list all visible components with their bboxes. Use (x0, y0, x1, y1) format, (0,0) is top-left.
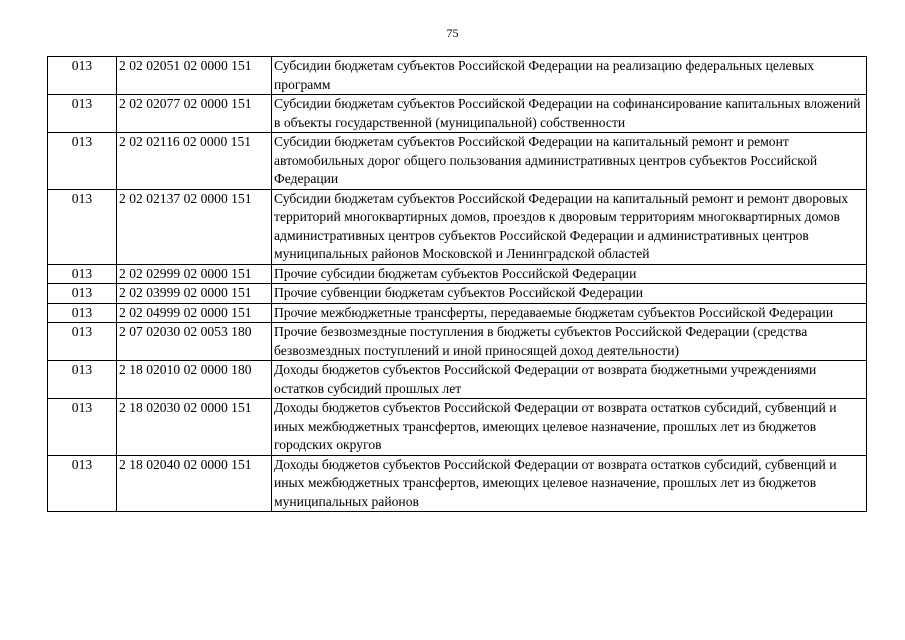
revenue-name-cell: Субсидии бюджетам субъектов Российской Федерации на капитальный ремонт и ремонт дворовых территорий многоквартирных домов, проездов к дворовым территориям многоквартирных домов административных центров субъектов Российской Федерации и административных центров муниципальных районов Московской и Ленинградской областей (272, 189, 867, 264)
table-row (48, 323, 867, 361)
table-row (48, 284, 867, 304)
table-row (48, 303, 867, 323)
admin-code-cell: 013 (48, 57, 117, 95)
revenue-name-cell: Субсидии бюджетам субъектов Российской Федерации на реализацию федеральных целевых программ (272, 57, 867, 95)
budget-code-cell: 2 18 02010 02 0000 180 (117, 361, 272, 399)
revenue-name-cell: Прочие субсидии бюджетам субъектов Российской Федерации (272, 264, 867, 284)
admin-code-cell: 013 (48, 284, 117, 304)
table-row (48, 399, 867, 456)
admin-code-cell: 013 (48, 264, 117, 284)
admin-code-cell: 013 (48, 189, 117, 264)
admin-code-cell: 013 (48, 133, 117, 190)
budget-code-cell: 2 18 02030 02 0000 151 (117, 399, 272, 456)
admin-code-cell: 013 (48, 323, 117, 361)
table-row (48, 189, 867, 264)
revenue-name-cell: Доходы бюджетов субъектов Российской Федерации от возврата остатков субсидий, субвенций и иных межбюджетных трансфертов, имеющих целевое назначение, прошлых лет из бюджетов муниципальных районов (272, 455, 867, 512)
table-row (48, 264, 867, 284)
revenue-name-cell: Доходы бюджетов субъектов Российской Федерации от возврата остатков субсидий, субвенций и иных межбюджетных трансфертов, имеющих целевое назначение, прошлых лет из бюджетов городских округов (272, 399, 867, 456)
budget-code-cell: 2 02 03999 02 0000 151 (117, 284, 272, 304)
budget-code-cell: 2 07 02030 02 0053 180 (117, 323, 272, 361)
admin-code-cell: 013 (48, 399, 117, 456)
revenue-codes-table (47, 56, 867, 512)
table-row (48, 455, 867, 512)
table-row (48, 133, 867, 190)
revenue-name-cell: Субсидии бюджетам субъектов Российской Федерации на капитальный ремонт и ремонт автомобильных дорог общего пользования административных центров субъектов Российской Федерации (272, 133, 867, 190)
revenue-name-cell: Субсидии бюджетам субъектов Российской Федерации на софинансирование капитальных вложений в объекты государственной (муниципальной) собственности (272, 95, 867, 133)
budget-code-cell: 2 02 02116 02 0000 151 (117, 133, 272, 190)
budget-code-cell: 2 02 02077 02 0000 151 (117, 95, 272, 133)
admin-code-cell: 013 (48, 95, 117, 133)
budget-code-cell: 2 02 02137 02 0000 151 (117, 189, 272, 264)
table-row (48, 361, 867, 399)
admin-code-cell: 013 (48, 455, 117, 512)
revenue-name-cell: Прочие безвозмездные поступления в бюджеты субъектов Российской Федерации (средства безвозмездных поступлений и иной приносящей доход деятельности) (272, 323, 867, 361)
admin-code-cell: 013 (48, 361, 117, 399)
budget-code-cell: 2 18 02040 02 0000 151 (117, 455, 272, 512)
revenue-name-cell: Прочие субвенции бюджетам субъектов Российской Федерации (272, 284, 867, 304)
budget-code-cell: 2 02 02999 02 0000 151 (117, 264, 272, 284)
page-number: 75 (446, 26, 459, 40)
budget-code-cell: 2 02 02051 02 0000 151 (117, 57, 272, 95)
table-row (48, 57, 867, 95)
revenue-name-cell: Прочие межбюджетные трансферты, передаваемые бюджетам субъектов Российской Федерации (272, 303, 867, 323)
admin-code-cell: 013 (48, 303, 117, 323)
budget-code-cell: 2 02 04999 02 0000 151 (117, 303, 272, 323)
table-row (48, 95, 867, 133)
revenue-name-cell: Доходы бюджетов субъектов Российской Федерации от возврата бюджетными учреждениями остатков субсидий прошлых лет (272, 361, 867, 399)
